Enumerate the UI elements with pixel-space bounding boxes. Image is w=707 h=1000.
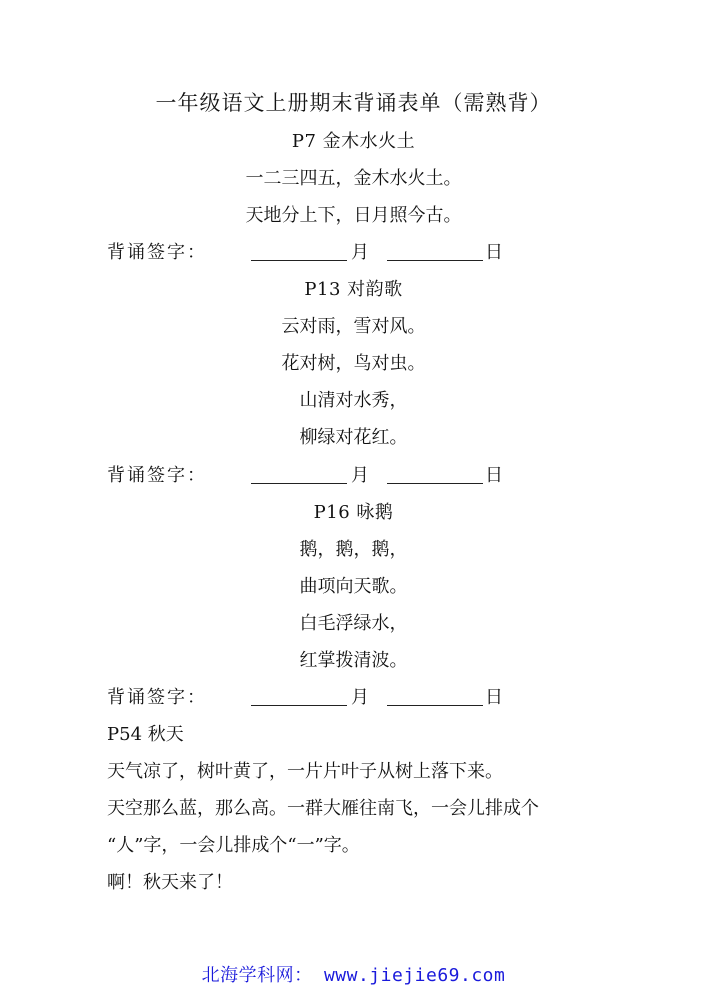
month-blank	[251, 260, 347, 261]
month-label: 月	[351, 687, 369, 708]
month-blank	[251, 483, 347, 484]
poem-line: 曲项向天歌。	[299, 576, 408, 597]
prose-line: 天气凉了，树叶黄了，一片片叶子从树上落下来。	[107, 761, 503, 782]
prose-line: 天空那么蓝，那么高。一群大雁往南飞，一会儿排成个	[107, 798, 539, 819]
poem-line: 白毛浮绿水，	[299, 613, 408, 634]
day-blank	[387, 705, 483, 706]
section-heading-p16: P16 咏鹅	[313, 502, 394, 523]
day-label: 日	[485, 242, 503, 263]
poem-line: 天地分上下，日月照今古。	[245, 205, 462, 226]
poem-line: 一二三四五，金木水火土。	[245, 168, 462, 189]
month-blank	[251, 705, 347, 706]
day-label: 日	[485, 465, 503, 486]
poem-line: 鹅，鹅，鹅，	[299, 539, 408, 560]
poem-line: 柳绿对花红。	[299, 427, 408, 448]
poem-line: 山清对水秀，	[299, 390, 408, 411]
day-blank	[387, 483, 483, 484]
section-heading-p7: P7 金木水火土	[291, 131, 416, 152]
day-blank	[387, 260, 483, 261]
signature-label: 背诵签字：	[107, 242, 207, 263]
page-title: 一年级语文上册期末背诵表单（需熟背）	[155, 91, 552, 115]
signature-label: 背诵签字：	[107, 687, 207, 708]
poem-line: 花对树，鸟对虫。	[281, 353, 426, 374]
section-heading-p54: P54 秋天	[107, 724, 184, 745]
prose-line: 啊！秋天来了！	[107, 872, 233, 893]
poem-line: 云对雨，雪对风。	[281, 316, 426, 337]
month-label: 月	[351, 242, 369, 263]
footer-website: 北海学科网： www.jiejie69.com	[201, 965, 506, 986]
day-label: 日	[485, 687, 503, 708]
month-label: 月	[351, 465, 369, 486]
prose-line: “人”字，一会儿排成个“一”字。	[107, 835, 360, 856]
poem-line: 红掌拨清波。	[299, 650, 408, 671]
signature-row-p7	[107, 239, 527, 267]
section-heading-p13: P13 对韵歌	[304, 279, 403, 300]
signature-row-p16	[107, 684, 527, 712]
signature-row-p13	[107, 462, 527, 490]
signature-label: 背诵签字：	[107, 465, 207, 486]
